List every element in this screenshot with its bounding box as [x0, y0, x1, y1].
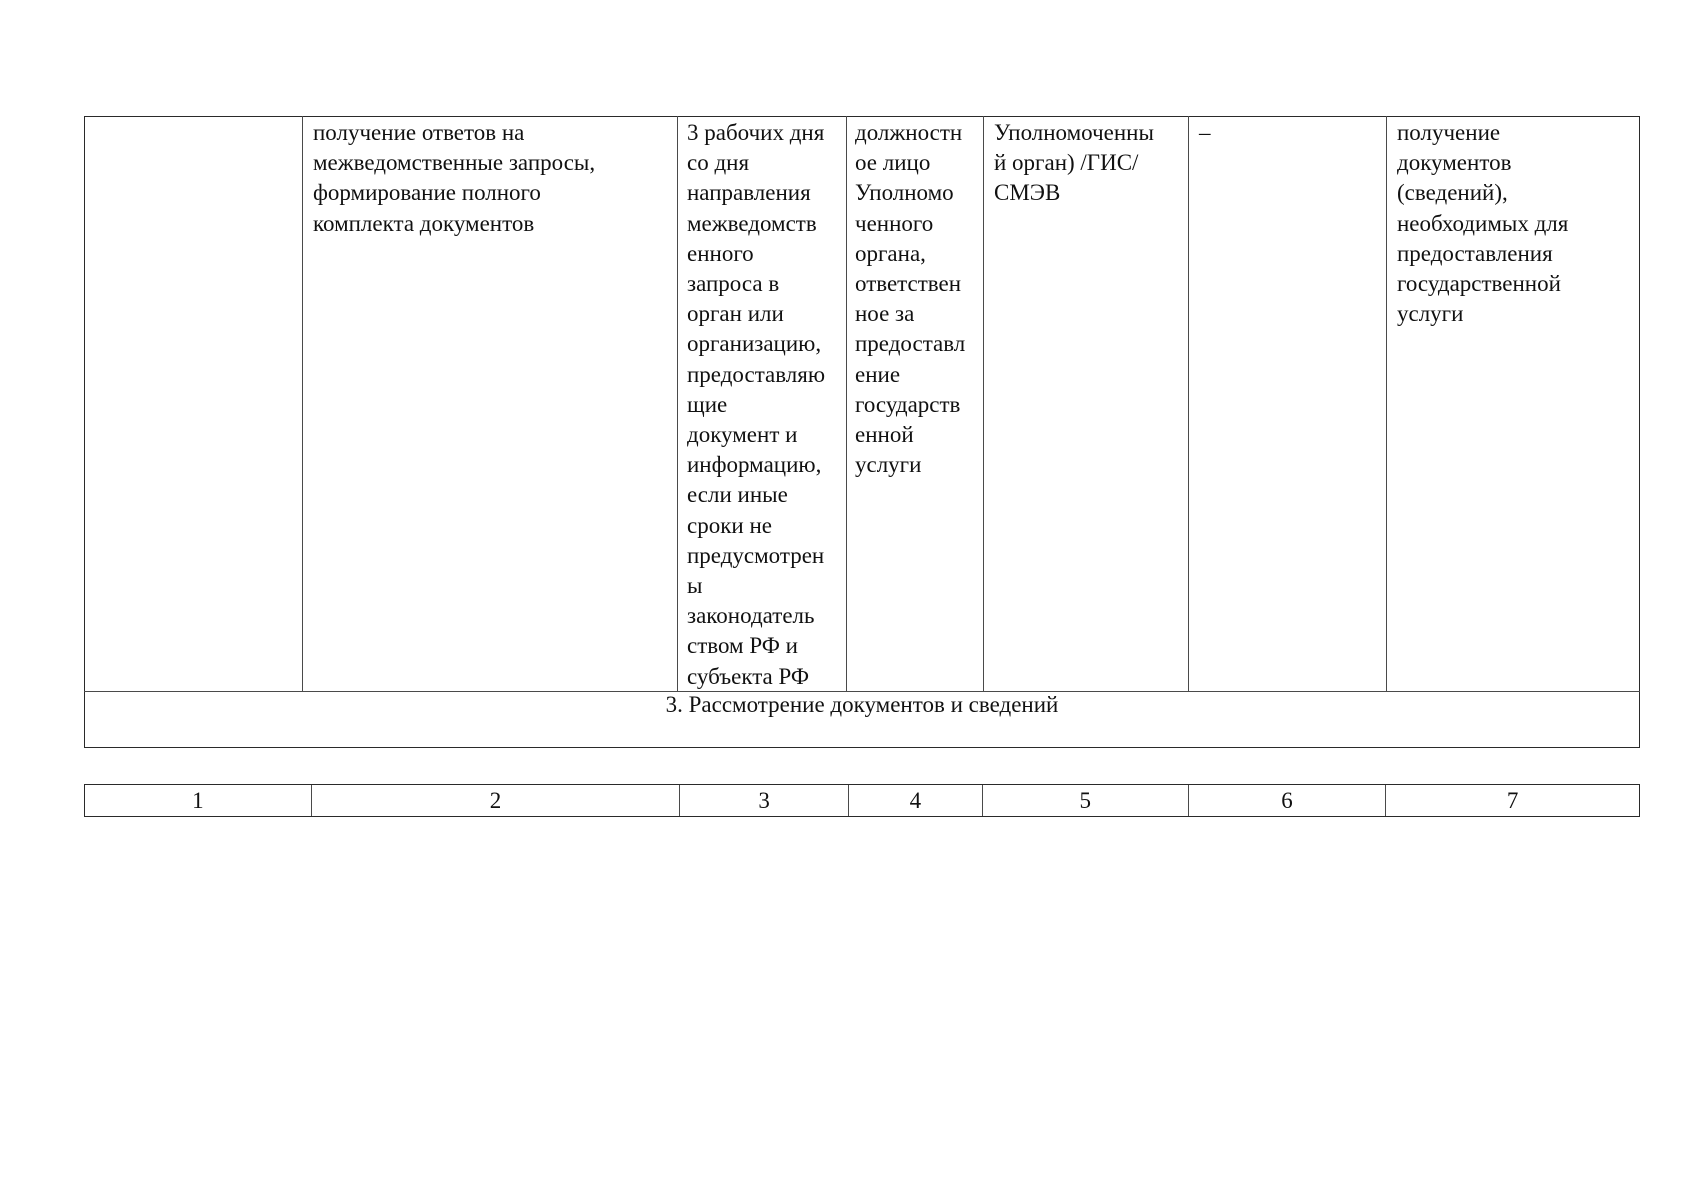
cell-deadline: 3 рабочих дня со дня направления межведомств енного запроса в орган или организацию, предоставляю щие документ и информацию, если иные сроки не предусмотрен ы законодатель ством РФ и субъекта РФ [687, 120, 826, 689]
column-number: 3 [680, 785, 849, 816]
column-number: 6 [1189, 785, 1387, 816]
cell-result: получение документов (сведений), необходимых для предоставления государственной услуги [1397, 120, 1569, 327]
column-divider [1188, 116, 1189, 691]
column-number: 7 [1506, 788, 1519, 813]
column-number: 1 [85, 785, 312, 816]
section-title: 3. Рассмотрение документов и сведений [665, 692, 1059, 717]
column-number-row [84, 784, 1640, 817]
cell-procedure: получение ответов на межведомственные запросы, формирование полного комплекта документов [313, 120, 596, 236]
column-number: 4 [849, 785, 983, 816]
column-number: 5 [983, 785, 1189, 816]
cell-location: Уполномоченны й орган) /ГИС/ СМЭВ [994, 120, 1154, 206]
column-number: 2 [312, 785, 681, 816]
cell-criteria: – [1199, 120, 1211, 145]
cell-col1 [84, 116, 302, 118]
cell-responsible: должностн ое лицо Уполномо ченного органа, ответствен ное за предоставл ение государств енной услуги [855, 120, 966, 478]
